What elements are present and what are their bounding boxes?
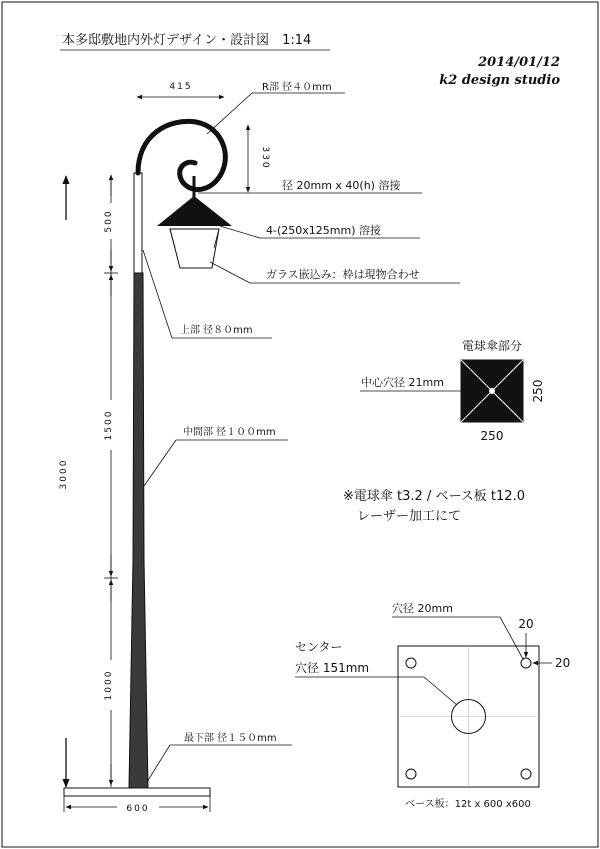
lamp-shade (157, 196, 232, 226)
shade-height-label: 250 (531, 379, 545, 403)
upper-length-label: 500 (104, 209, 114, 233)
drawing-title: 本多邸敷地内外灯デザイン・設計図 1:14 (62, 33, 312, 48)
shade-hole-label: 中心穴径 21mm (361, 376, 444, 389)
bottom-callout: 最下部 径１５０mm (184, 733, 277, 744)
studio-name: k2 design studio (439, 73, 560, 88)
upper-callout: 上部 径８０mm (180, 325, 253, 336)
base-center-label: センター (295, 640, 343, 654)
base-plate-caption: ベース板：12t x 600 x600 (405, 799, 531, 810)
scroll-arm (138, 121, 225, 189)
arm-width-label: 415 (169, 82, 193, 92)
lamp-post-body (129, 273, 148, 788)
arm-height-label: 330 (260, 146, 270, 170)
glass-callout: ガラス嵌込み：枠は現物合わせ (266, 268, 420, 281)
shade-detail-title: 電球傘部分 (461, 339, 523, 353)
weld-callout-1: 径 20mm x 40(h) 溶接 (282, 179, 401, 192)
note-line-2: レーザー加工にて (357, 509, 462, 524)
shade-width-label: 250 (480, 429, 504, 443)
base-offset-top-label: 20 (518, 617, 534, 631)
drawing-date: 2014/01/12 (478, 55, 560, 70)
lower-length-label: 1000 (104, 669, 114, 701)
glass-lantern (170, 229, 219, 268)
shade-center-hole (489, 388, 495, 394)
base-plate (64, 788, 210, 796)
base-offset-right-label: 20 (555, 656, 571, 670)
lamp-post-upper (134, 173, 142, 273)
base-center-hole-label: 穴径 151mm (295, 661, 370, 675)
base-hole-label: 穴径 20mm (392, 602, 453, 615)
middle-callout: 中間部 径１００mm (183, 427, 276, 438)
weld-callout-2: 4-(250x125mm) 溶接 (266, 224, 381, 237)
note-line-1: ※電球傘 t3.2 / ベース板 t12.0 (343, 489, 525, 504)
total-height-label: 3000 (59, 458, 69, 490)
base-width-label: 600 (126, 804, 150, 814)
middle-length-label: 1500 (104, 409, 114, 441)
r-part-callout: R部 径４０mm (262, 82, 332, 93)
